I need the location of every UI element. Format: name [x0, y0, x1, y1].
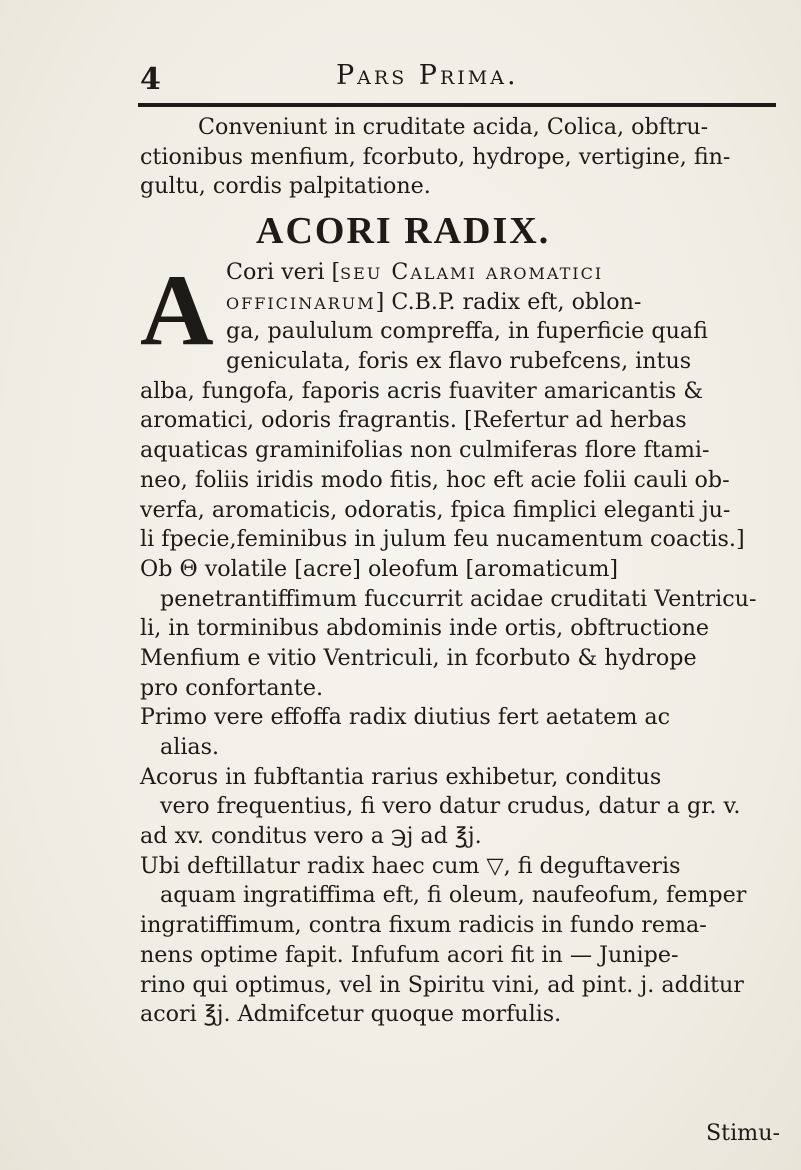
text-line: penetrantiffimum fuccurrit acidae cruditati Ventricu- [160, 585, 757, 612]
text-line: Cori veri [seu Calami aromatici [226, 259, 604, 285]
text-line: Primo vere effoffa radix diutius fert aetatem ac [140, 704, 671, 731]
text-line: Conveniunt in cruditate acida, Colica, obftru- [198, 114, 709, 140]
text-line: ga, paululum compreffa, in fuperficie quafi [226, 318, 708, 345]
text-line: officinarum] C.B.P. radix eft, oblon- [226, 288, 642, 315]
intro-paragraph [140, 113, 780, 202]
text-line: alias. [160, 734, 220, 760]
text-line: aromatici, odoris fragrantis. [Refertur ad herbas [140, 407, 687, 434]
text-line: vero frequentius, fi vero datur crudus, datur a gr. v. [160, 793, 741, 820]
section-body [140, 254, 780, 1149]
text-line: Ubi deftillatur radix haec cum ▽, fi deguftaveris [140, 852, 681, 879]
page-number: 4 [140, 62, 161, 97]
text-line: neo, foliis iridis modo fitis, hoc eft acie folii cauli ob- [140, 466, 730, 493]
text-line: Acorus in fubftantia rarius exhibetur, conditus [140, 763, 662, 790]
text-line [140, 1060, 780, 1090]
text-line [140, 1030, 780, 1060]
text-line: rino qui optimus, vel in Spiritu vini, ad pint. j. additur [140, 971, 744, 998]
text-line: Ob Θ volatile [acre] oleofum [aromaticum] [140, 555, 619, 582]
text-line: ingratiffimum, contra fixum radicis in fundo rema- [140, 912, 707, 939]
running-head: Pars Prima. [336, 60, 519, 91]
text-line: li, in torminibus abdominis inde ortis, obftructione [140, 615, 710, 642]
text-line: acori ℥j. Admifcetur quoque morfulis. [140, 1001, 562, 1028]
text-line: Menfium e vitio Ventriculi, in fcorbuto & hydrope [140, 644, 697, 671]
text-line: ctionibus menfium, fcorbuto, hydrope, vertigine, fin- [140, 143, 731, 170]
text-line: pro confortante. [140, 674, 324, 701]
text-line: alba, fungofa, faporis acris fuaviter amaricantis & [140, 377, 704, 404]
text-line: aquam ingratiffima eft, fi oleum, naufeofum, femper [160, 882, 747, 909]
text-line: verfa, aromaticis, odoratis, fpica fimplici eleganti ju- [140, 496, 731, 523]
text-line: li fpecie,feminibus in julum feu nucamentum coactis.] [140, 526, 745, 553]
text-line: aquaticas graminifolias non culmiferas flore ftami- [140, 437, 710, 464]
text-line: geniculata, foris ex flavo rubefcens, intus [226, 348, 692, 375]
text-line: nens optime fapit. Infufum acori fit in — Junipe- [140, 941, 679, 968]
section-heading: ACORI RADIX. [256, 210, 551, 252]
header-rule [138, 103, 776, 107]
text-line: gultu, cordis palpitatione. [140, 173, 431, 200]
drop-cap: A [140, 254, 214, 367]
catchword: Stimu- [705, 1119, 780, 1146]
text-line: ad xv. conditus vero a ℈j ad ℥j. [140, 823, 482, 850]
text-line [140, 1089, 780, 1119]
